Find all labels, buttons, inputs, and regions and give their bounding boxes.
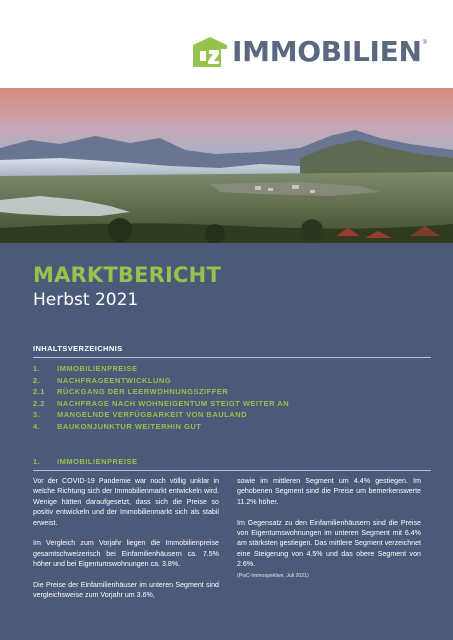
section-title: IMMOBILIENPREISE <box>57 457 138 466</box>
source-citation: (PwC-Immospektive, Juli 2021) <box>237 572 309 579</box>
logo-mark-icon <box>190 36 230 68</box>
toc-item[interactable] <box>33 386 431 398</box>
toc-item[interactable] <box>33 398 431 410</box>
toc-item[interactable] <box>33 375 431 387</box>
body-paragraph: Die Preise der Einfamilienhäuser im unteren Segment sind vergleichsweise zum Vorjahr um 3.6%, <box>33 581 219 600</box>
brand-logo <box>190 36 427 68</box>
toc-item-label: BAUKONJUNKTUR WEITERHIN GUT <box>57 421 202 431</box>
trademark-symbol: ® <box>422 40 427 46</box>
body-paragraph: sowie im mittleren Segment um 4.4% gestiegen. Im gehobenen Segment sind die Preise um bemerkenswerte 11.2% höher. <box>237 477 421 506</box>
toc-item-number: 2. <box>33 375 41 385</box>
toc-item-number: 2.2 <box>33 398 45 408</box>
brand-name: IMMOBILIEN <box>232 35 422 68</box>
toc-item-number: 1. <box>33 364 41 373</box>
toc-item[interactable] <box>33 363 431 375</box>
section-heading <box>33 457 138 466</box>
text-column-left <box>33 476 219 611</box>
toc-item-label: RÜCKGANG DER LEERWOHNUNGSZIFFER <box>57 387 229 396</box>
body-paragraph: Im Vergleich zum Vorjahr liegen die Immobilienpreise gesamtschweizerisch bei Einfamilienhäusern ca. 7.5% höher und bei Eigentumswohnungen ca. 3.8%. <box>33 539 219 569</box>
toc-item-label: NACHFRAGE NACH WOHNEIGENTUM STEIGT WEITER AN <box>57 398 290 408</box>
landscape-photo <box>0 88 453 243</box>
toc-item-label: NACHFRAGEENTWICKLUNG <box>57 375 172 385</box>
section-number: 1. <box>33 457 41 466</box>
body-paragraph: Im Gegensatz zu den Einfamilienhäusern sind die Preise von Eigentumswohnungen im unteren Segment mit 6.4% am stärksten gestiegen. Das mittlere Segment verzeichnet eine Steigerung von 4.5% und das obere Segment von 2.6%. <box>237 518 421 569</box>
toc-item-number: 4. <box>33 421 41 431</box>
report-subtitle: Herbst 2021 <box>33 290 139 310</box>
toc-item-label: MANGELNDE VERFÜGBARKEIT VON BAULAND <box>57 410 247 419</box>
toc-item[interactable] <box>33 421 431 433</box>
section-divider <box>33 470 431 471</box>
toc-heading: INHALTSVERZEICHNIS <box>33 344 123 353</box>
toc-item-label: IMMOBILIENPREISE <box>57 364 138 373</box>
page-header <box>0 0 453 88</box>
report-content <box>0 243 453 640</box>
text-column-right <box>237 476 421 580</box>
toc-item-number: 3. <box>33 410 41 419</box>
body-paragraph: Vor der COVID-19 Pandemie war noch völlig unklar in welche Richtung sich der Immobilienmarkt entwickeln wird. Wenige hätten daraufgesetzt, dass sich die Preise so positiv entwickeln und der Immobilienmarkt sich als stabil erweist. <box>33 477 219 527</box>
toc-divider <box>33 357 431 358</box>
report-title: MARKTBERICHT <box>33 263 221 287</box>
table-of-contents <box>33 363 431 432</box>
toc-item[interactable] <box>33 409 431 421</box>
toc-item-number: 2.1 <box>33 387 45 396</box>
